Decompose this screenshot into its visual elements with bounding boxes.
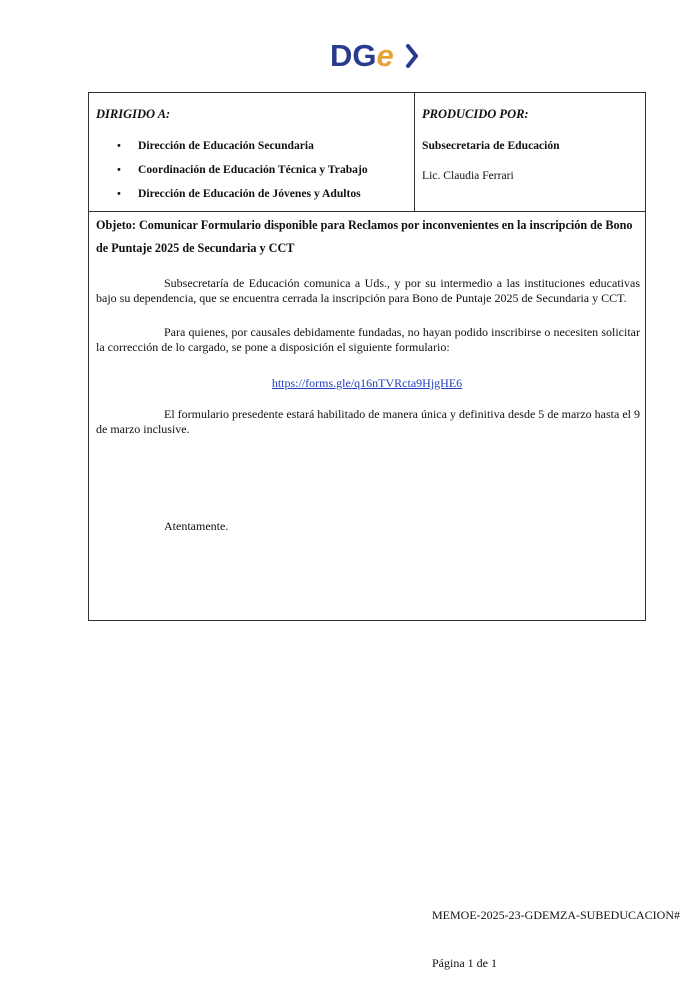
body-paragraph: El formulario presedente estará habilitado de manera única y definitiva desde 5 de marzo hasta el 9 de marzo inclusive. bbox=[96, 407, 640, 436]
logo-chevron-icon bbox=[408, 46, 416, 66]
page-number: Página 1 de 1 bbox=[432, 956, 497, 970]
logo-e-text: e bbox=[376, 38, 394, 73]
producer-heading: PRODUCIDO POR: bbox=[422, 107, 529, 121]
producer-office: Subsecretaria de Educación bbox=[422, 139, 560, 152]
addressing-row bbox=[89, 93, 645, 212]
recipients-cell bbox=[89, 93, 415, 211]
producer-cell bbox=[415, 93, 645, 211]
form-link-row bbox=[89, 376, 645, 391]
recipient-item: • Dirección de Educación de Jóvenes y Adultos bbox=[117, 187, 361, 200]
subject-line: Objeto: Comunicar Formulario disponible para Reclamos por inconvenientes en la inscripción de Bono de Puntaje 2025 de Secundaria y CCT bbox=[96, 218, 633, 255]
bullet-icon: • bbox=[117, 164, 121, 176]
producer-person: Lic. Claudia Ferrari bbox=[422, 169, 514, 182]
dge-logo bbox=[328, 36, 428, 76]
form-link[interactable]: https://forms.gle/q16nTVRcta9HjgHE6 bbox=[271, 376, 463, 390]
bullet-icon: • bbox=[117, 140, 121, 152]
memo-frame bbox=[88, 92, 646, 621]
recipient-item: • Dirección de Educación Secundaria bbox=[117, 139, 314, 152]
svg-text:DGe bbox=[330, 38, 394, 73]
recipients-heading: DIRIGIDO A: bbox=[96, 107, 171, 121]
recipient-item: • Coordinación de Educación Técnica y Trabajo bbox=[117, 163, 368, 176]
body-paragraph: Para quienes, por causales debidamente fundadas, no hayan podido inscribirse o necesiten solicitar la corrección de lo cargado, se pone a disposición el siguiente formulario: bbox=[96, 325, 640, 354]
body-paragraph: Subsecretaría de Educación comunica a Uds., y por su intermedio a las instituciones educativas bajo su dependencia, que se encuentra cerrada la inscripción para Bono de Puntaje 2025 de Secundaria y CCT. bbox=[96, 276, 640, 305]
document-code: MEMOE-2025-23-GDEMZA-SUBEDUCACION# bbox=[432, 908, 680, 922]
bullet-icon: • bbox=[117, 188, 121, 200]
logo-dg-text: DG bbox=[330, 38, 377, 73]
closing-text: Atentamente. bbox=[164, 519, 229, 533]
recipients-list bbox=[89, 139, 368, 211]
